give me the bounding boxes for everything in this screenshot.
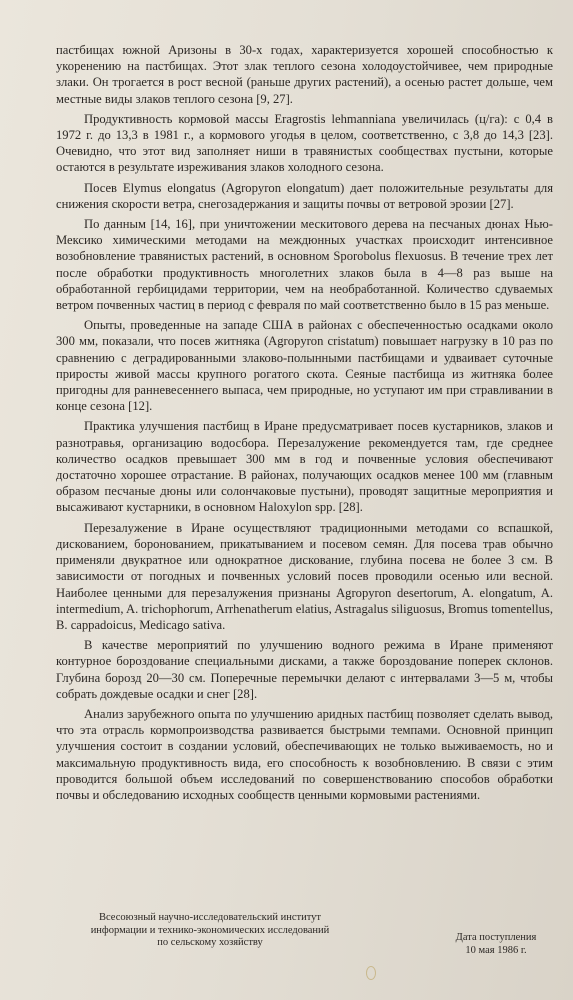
paragraph-7: Перезалужение в Иране осуществляют традиционными методами со вспашкой, дискованием, боронованием, прикатыванием и посевом семян. Для посева трав обычно применяли двукратное или однократное дискование, глубина посева не более 3 см. В зависимости от погодных и почвенных условий посев проводили осенью или весной. Наиболее ценными для перезалужения признаны Agropyron desertorum, A. elongatum, A. intermedium, A. trichophorum, Arrhenatherum elatius, Astragalus siliguosus, Bromus tomentellus, B. cappadoicus, Medicago sativa. — [56, 520, 553, 632]
page-footer — [60, 912, 551, 957]
institute-line: по сельскому хозяйству — [157, 937, 263, 948]
receipt-date-label: Дата поступления — [455, 932, 537, 943]
paragraph-4: По данным [14, 16], при уничтожении мескитового дерева на песчаных дюнах Нью-Мексико химическими методами на междюнных участках происходит интенсивное возобновление травянистых растений, в основном Sporobolus flexuosus. В течение трех лет после обработки продуктивность многолетних злаков была в 4—8 раз выше на обработанной гербицидами территории, чем на необработанной. Количество сдуваемых ветром почвенных частиц в период с февраля по май соответственно было в 15 раз меньше. — [56, 217, 553, 313]
institute-affiliation — [60, 912, 360, 950]
receipt-date — [441, 932, 551, 957]
paragraph-8: В качестве мероприятий по улучшению водного режима в Иране применяют контурное бороздование специальными дисками, а также бороздование поперек склонов. Глубина борозд 20—30 см. Поперечные перемычки делают с интервалами 3—5 м, чтобы собрать дождевые осадки и снег [28]. — [56, 638, 553, 701]
paragraph-9: Анализ зарубежного опыта по улучшению аридных пастбищ позволяет сделать вывод, что эта отрасль кормопроизводства развивается быстрыми темпами. Основной принцип улучшения состоит в создании условий, обеспечивающих не только выживаемость, но и максимальную продуктивность вида, его способность к возобновлению. В связи с этим проводится большой объем исследований по совершенствованию способов обработки почвы и обследованию исходных сообществ ценными кормовыми растениями. — [56, 706, 553, 802]
paragraph-1: пастбищах южной Аризоны в 30-х годах, характеризуется хорошей способностью к укоренению на пастбищах. Этот злак теплого сезона холодоустойчивее, чем природные злаки. Он трогается в рост весной (раньше других растений), а осенью растет дольше, чем местные виды злаков теплого сезона [9, 27]. — [56, 43, 553, 106]
paragraph-2: Продуктивность кормовой массы Eragrostis lehmanniana увеличилась (ц/га): с 0,4 в 1972 г. до 13,3 в 1981 г., а кормового угодья в целом, соответственно, с 3,8 до 14,3 [23]. Очевидно, что этот вид заполняет ниши в травянистых сообществах пустыни, которые остаются в результате изреживания злаков холодного сезона. — [56, 111, 553, 175]
institute-line: Всесоюзный научно-исследовательский институт — [99, 912, 321, 923]
paragraph-5: Опыты, проведенные на западе США в районах с обеспеченностью осадками около 300 мм, показали, что посев житняка (Agropyron cristatum) повышает нагрузку в 10 раз по сравнению с деградированными злаково-полынными пастбищами и удваивает суточные приросты живой массы крупного рогатого скота. Сеяные пастбища из житняка более пригодны для ранневесеннего выпаса, чем природные, но уступают им при стравливании в конце сезона [12]. — [56, 318, 553, 414]
paragraph-3: Посев Elymus elongatus (Agropyron elongatum) дает положительные результаты для снижения скорости ветра, снегозадержания и защиты почвы от ветровой эрозии [27]. — [56, 180, 553, 211]
page-mark-icon — [366, 966, 376, 980]
article-body — [56, 42, 553, 803]
receipt-date-value: 10 мая 1986 г. — [465, 944, 527, 956]
institute-line: информации и технико-экономических исследований — [90, 924, 330, 936]
paragraph-6: Практика улучшения пастбищ в Иране предусматривает посев кустарников, злаков и разнотравья, организацию водосбора. Перезалужение рекомендуется там, где среднее количество осадков превышает 300 мм в год и почвенные условия обеспечивают достаточно хорошее отрастание. В районах, получающих осадков менее 100 мм (главным образом песчаные дюны или солончаковые пустыни), проводят защитные мероприятия и высаживают кустарники, в основном Haloxylon spp. [28]. — [56, 419, 553, 515]
